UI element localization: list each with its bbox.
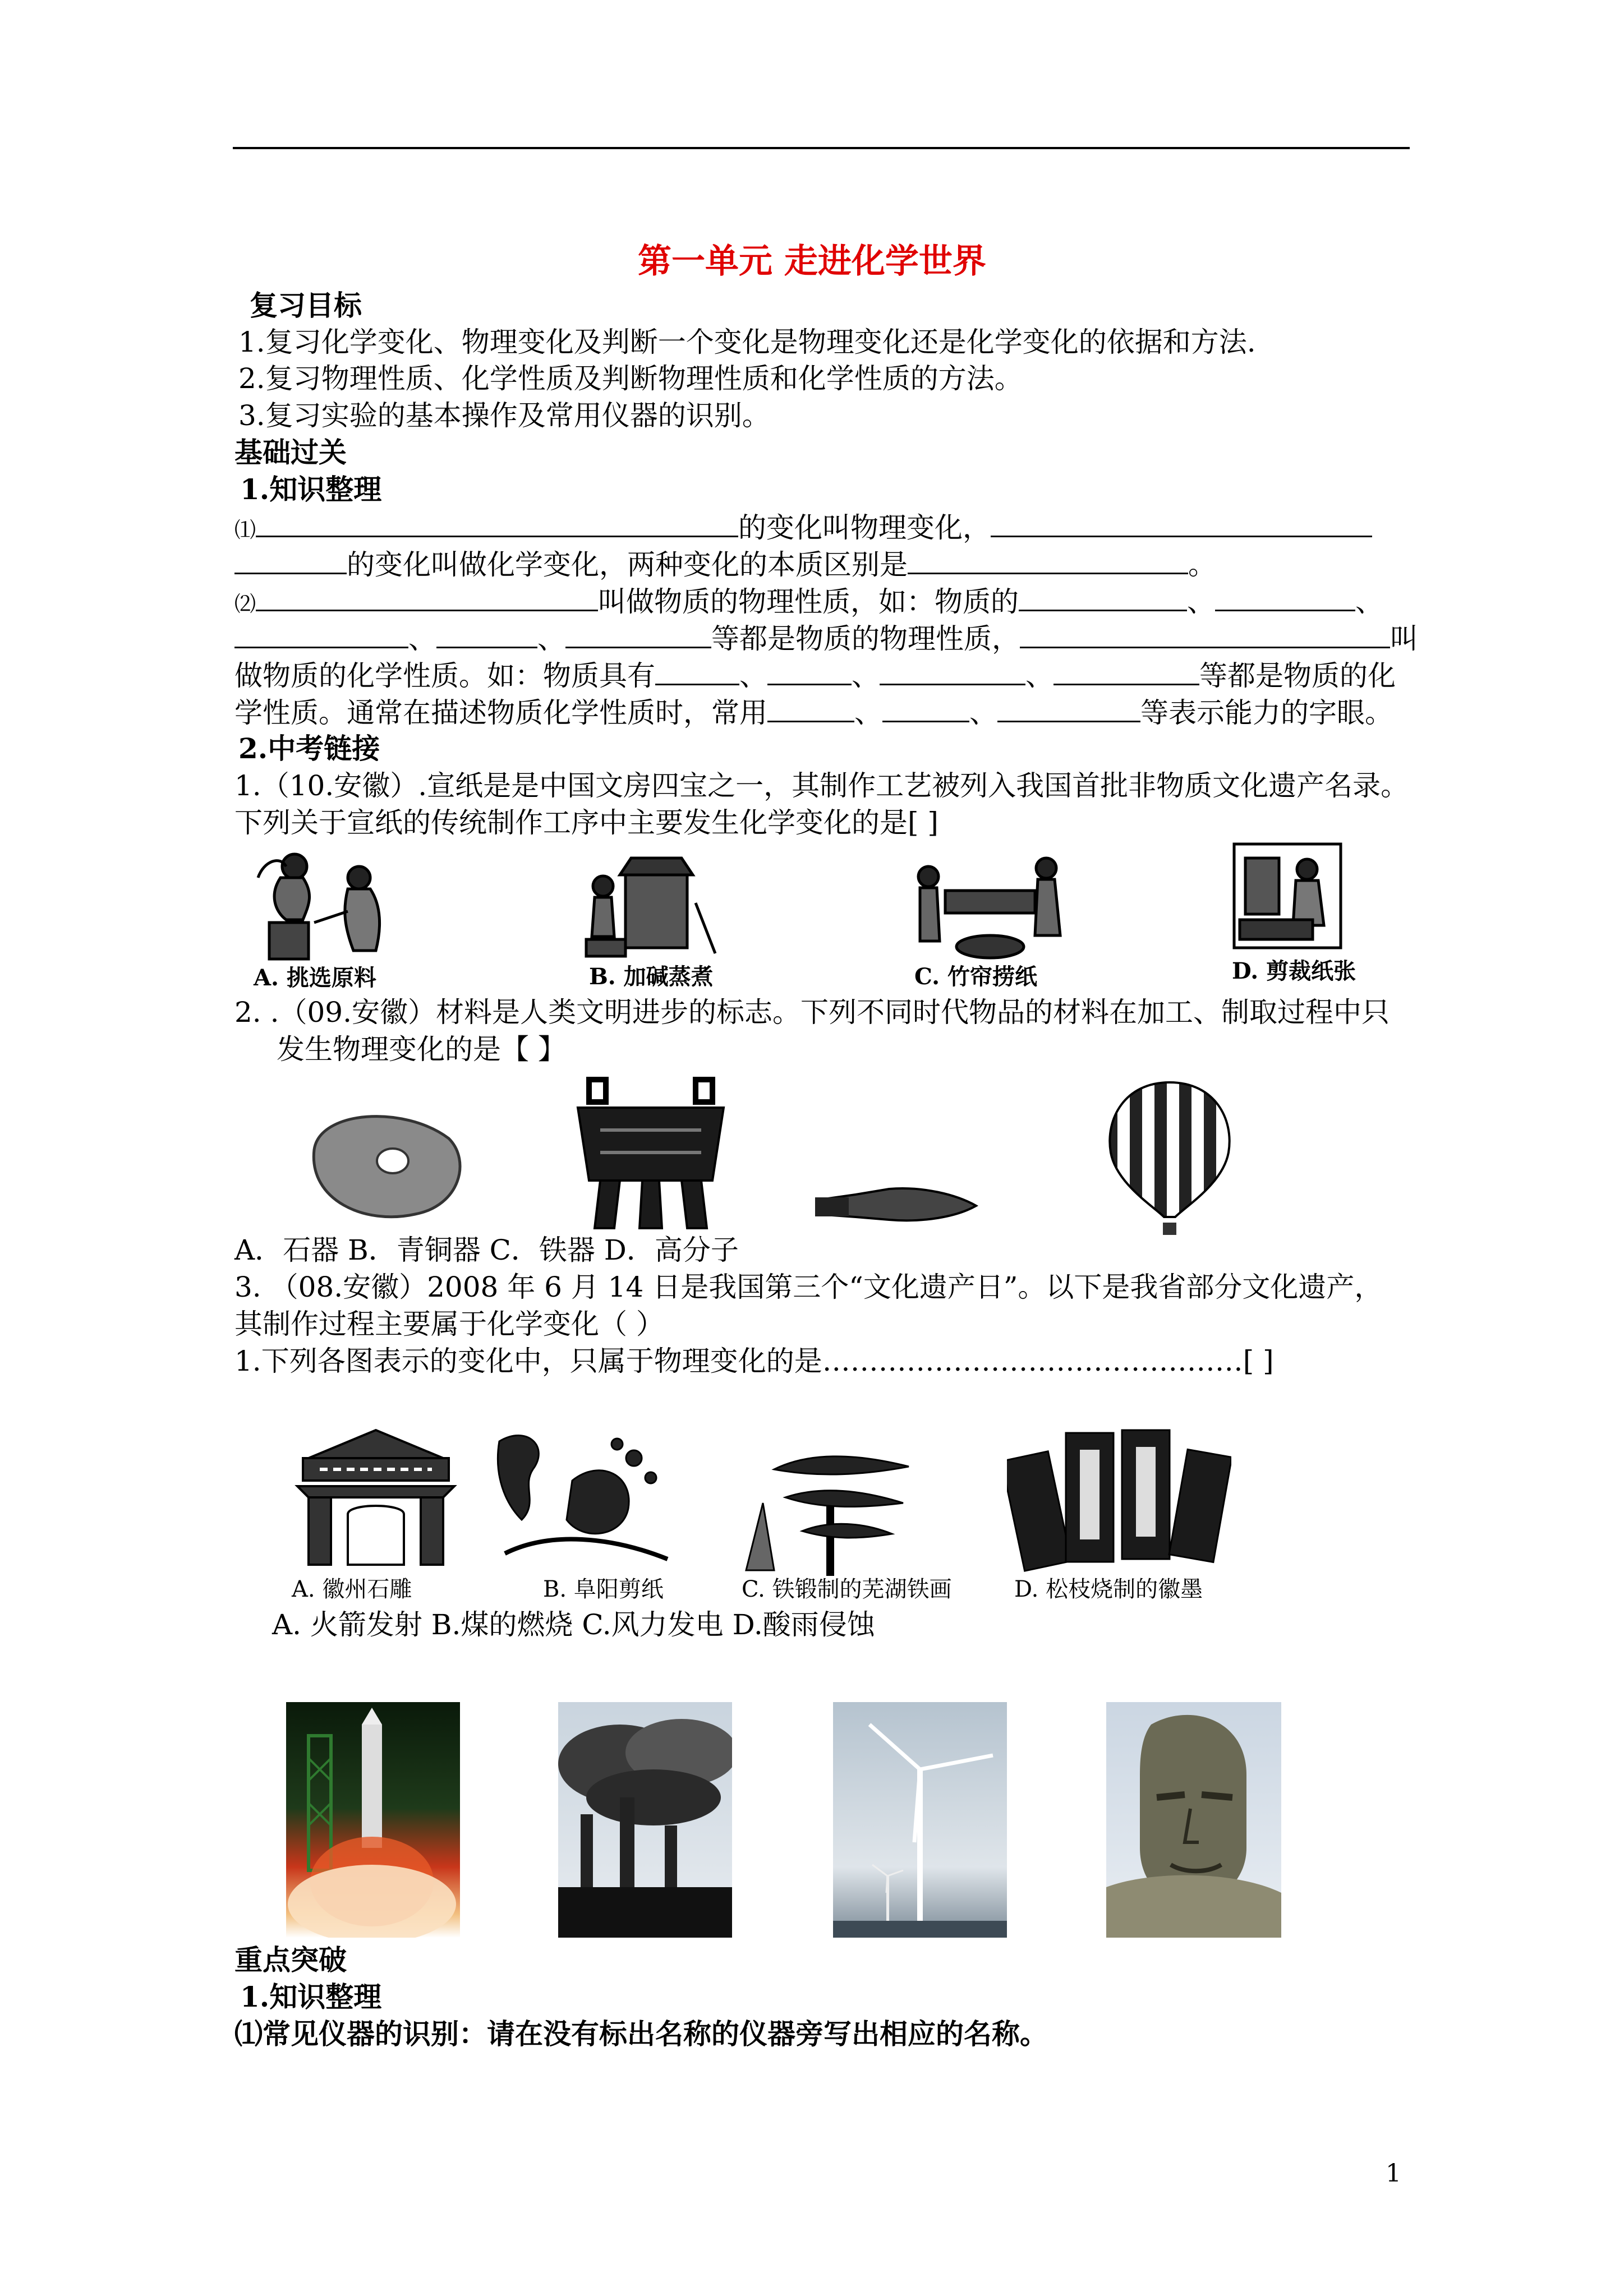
blank[interactable]	[234, 620, 408, 648]
blank[interactable]	[256, 583, 598, 611]
text: 叫做物质的物理性质，如：物质的	[598, 585, 1019, 618]
text: 、	[854, 697, 882, 729]
basics-heading: 基础过关	[234, 436, 347, 469]
q3-line-2: 其制作过程主要属于化学变化（ ）	[234, 1308, 664, 1340]
q3-caption-d: D. 松枝烧制的徽墨	[1014, 1576, 1203, 1602]
fill-line-6	[234, 694, 1393, 731]
wind-power-photo	[833, 1702, 1007, 1938]
q2-line-1: 2. .（09.安徽）材料是人类文明进步的标志。下列不同时代物品的材料在加工、制取过程中只	[234, 996, 1390, 1029]
rocket-launch-photo	[286, 1702, 460, 1938]
blank[interactable]	[997, 694, 1140, 722]
text: 的变化叫物理变化，	[738, 511, 991, 544]
bronze-vessel-image	[567, 1068, 735, 1237]
text: 、	[969, 697, 997, 729]
instrument-identification-line: ⑴常见仪器的识别：请在没有标出名称的仪器旁写出相应的名称。	[234, 2017, 1048, 2050]
blank[interactable]	[256, 509, 738, 537]
blank[interactable]	[1053, 657, 1199, 685]
focus-knowledge-heading: 1.知识整理	[240, 1980, 382, 2013]
q1-caption-d: D. 剪裁纸张	[1232, 958, 1356, 984]
fill-line-2	[234, 546, 1216, 583]
blank[interactable]	[234, 546, 347, 574]
iron-painting-sketch	[740, 1436, 920, 1576]
iron-tool-image	[811, 1178, 979, 1234]
text: 、	[408, 623, 436, 655]
fill-line-5	[234, 657, 1396, 694]
text: 的变化叫做化学变化，两种变化的本质区别是	[347, 548, 908, 581]
page-title: 第一单元 走进化学世界	[638, 242, 986, 281]
fill-line-1	[234, 509, 1372, 548]
text: 、	[1187, 585, 1216, 618]
marker: ⑵	[234, 592, 256, 616]
fill-line-3	[234, 583, 1383, 622]
text: 、	[537, 623, 565, 655]
q3-caption-c: C. 铁锻制的芜湖铁画	[742, 1576, 952, 1602]
text: 等都是物质的物理性质，	[711, 623, 1020, 655]
text: 、	[1355, 585, 1384, 618]
q2-options: A．石器 B．青铜器 C．铁器 D．高分子	[234, 1234, 739, 1266]
ink-stick-sketch	[1007, 1422, 1231, 1573]
q1-line-2: 下列关于宣纸的传统制作工序中主要发生化学变化的是[ ]	[234, 806, 938, 839]
blank[interactable]	[1020, 620, 1390, 648]
focus-heading: 重点突破	[234, 1943, 347, 1976]
coal-burning-photo	[558, 1702, 732, 1938]
q3-options: A. 火箭发射 B.煤的燃烧 C.风力发电 D.酸雨侵蚀	[272, 1608, 875, 1641]
text: 、	[739, 660, 767, 692]
acid-rain-statue-photo	[1106, 1702, 1281, 1938]
text: 等表示能力的字眼。	[1140, 697, 1393, 729]
q1-line-1: 1.（10.安徽）.宣纸是是中国文房四宝之一，其制作工艺被列入我国首批非物质文化遗产名录。	[234, 769, 1409, 802]
blank[interactable]	[767, 694, 854, 722]
paper-cut-sketch	[488, 1424, 673, 1576]
text: 。	[1188, 548, 1216, 581]
blank[interactable]	[767, 657, 852, 685]
stone-tool-image	[297, 1099, 471, 1228]
sorting-material-sketch	[247, 844, 421, 965]
text: 学性质。通常在描述物质化学性质时，常用	[234, 697, 767, 729]
marker: ⑴	[234, 518, 256, 542]
q3-line-3: 1.下列各图表示的变化中，只属于物理变化的是………………………………………[ ]	[234, 1345, 1274, 1377]
text: 做物质的化学性质。如：物质具有	[234, 660, 655, 692]
blank[interactable]	[991, 509, 1372, 537]
review-item-2: 2.复习物理性质、化学性质及判断物理性质和化学性质的方法。	[238, 362, 1023, 395]
stone-carving-sketch	[286, 1424, 466, 1570]
header-rule	[233, 147, 1410, 149]
review-item-1: 1.复习化学变化、物理变化及判断一个变化是物理变化还是化学变化的依据和方法.	[238, 326, 1256, 358]
blank[interactable]	[1215, 583, 1355, 611]
blank[interactable]	[880, 657, 1025, 685]
boiling-vat-sketch	[581, 841, 726, 962]
q1-caption-b: B. 加碱蒸煮	[589, 963, 714, 990]
q3-caption-b: B. 阜阳剪纸	[543, 1576, 664, 1602]
blank[interactable]	[436, 620, 537, 648]
text: 、	[852, 660, 880, 692]
text: 叫	[1390, 623, 1418, 655]
paper-dipping-sketch	[906, 846, 1074, 963]
blank[interactable]	[565, 620, 711, 648]
text: 、	[1025, 660, 1053, 692]
page-number: 1	[1386, 2159, 1401, 2188]
blank[interactable]	[908, 546, 1188, 574]
q1-caption-a: A. 挑选原料	[254, 965, 376, 991]
blank[interactable]	[882, 694, 969, 722]
knowledge-heading: 1.知识整理	[240, 473, 382, 506]
fill-line-4	[234, 620, 1418, 657]
blank[interactable]	[655, 657, 739, 685]
paper-cutting-sketch	[1229, 841, 1346, 953]
q3-caption-a: A. 徽州石雕	[292, 1576, 412, 1602]
q3-line-1: 3. （08.安徽）2008 年 6 月 14 日是我国第三个“文化遗产日”。以下是我省部分文化遗产，	[234, 1271, 1383, 1303]
review-item-3: 3.复习实验的基本操作及常用仪器的识别。	[238, 399, 770, 432]
text: 等都是物质的化	[1199, 660, 1396, 692]
exam-link-heading: 2.中考链接	[238, 732, 380, 765]
q1-caption-c: C. 竹帘捞纸	[914, 963, 1037, 990]
blank[interactable]	[1019, 583, 1187, 611]
review-heading: 复习目标	[250, 289, 362, 322]
hot-air-balloon-image	[1102, 1080, 1237, 1239]
q2-line-2: 发生物理变化的是【 】	[277, 1033, 566, 1066]
